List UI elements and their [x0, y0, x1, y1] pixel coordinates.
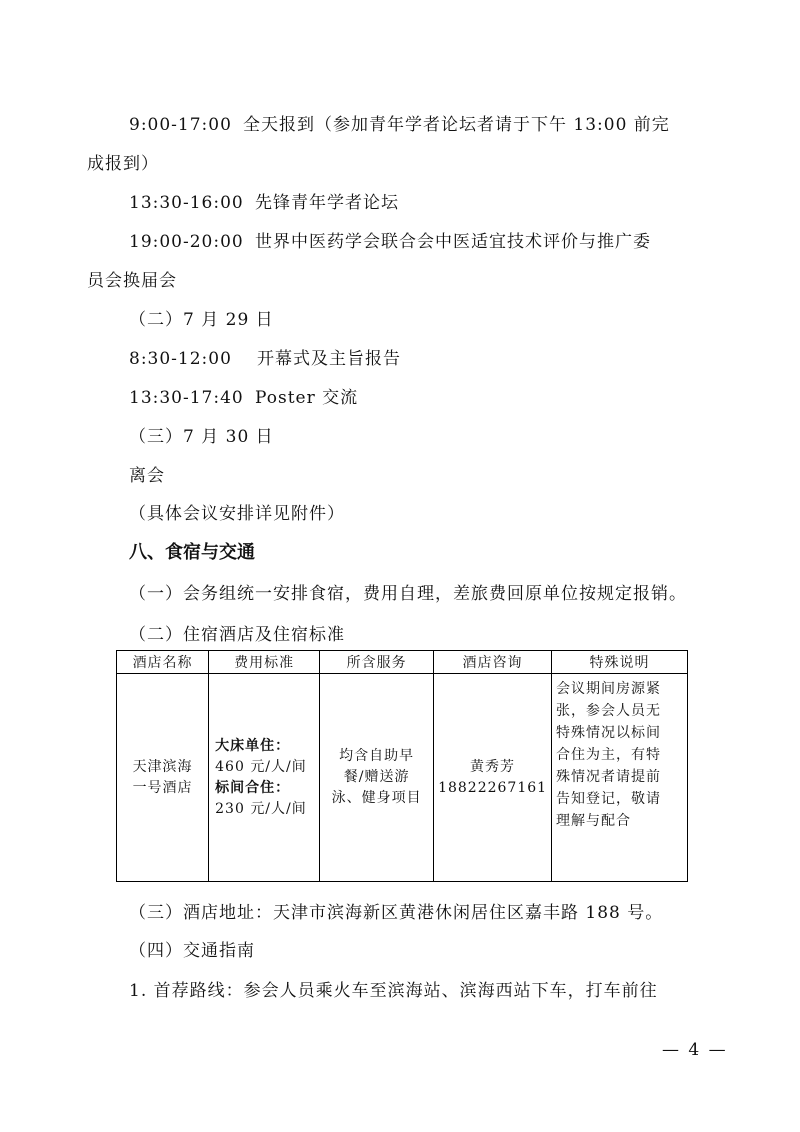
contact-name: 黄秀芳: [470, 758, 516, 775]
schedule-line-committee: [129, 227, 651, 252]
cell-price: [209, 674, 320, 882]
hotel-name-line: 天津滨海: [132, 758, 193, 775]
item-2: （二）住宿酒店及住宿标准: [129, 625, 345, 645]
twin-room-label: 标间合住：: [215, 779, 291, 796]
king-room-label: 大床单住：: [215, 737, 291, 754]
hotel-name-line: 一号酒店: [132, 779, 193, 796]
schedule-time: 8:30-12:00: [129, 349, 232, 369]
day2-heading: （二）7 月 29 日: [129, 310, 274, 330]
cell-hotel-name: [117, 674, 209, 882]
header-notes: 特殊说明: [552, 651, 688, 674]
schedule-text: 先锋青年学者论坛: [255, 193, 399, 213]
notes-line: 殊情况者请提前: [556, 769, 662, 785]
schedule-line-registration: [129, 110, 670, 135]
header-services: 所含服务: [320, 651, 434, 674]
page-number: — 4 —: [662, 1040, 728, 1060]
attachment-note: （具体会议安排详见附件）: [129, 504, 345, 524]
services-line: 餐/赠送游: [343, 769, 410, 785]
header-hotel-name: 酒店名称: [117, 651, 209, 674]
schedule-time: 13:30-16:00: [129, 193, 244, 213]
schedule-time: 13:30-17:40: [129, 388, 244, 408]
notes-line: 特殊情况以标间: [556, 725, 662, 741]
schedule-line-opening: [129, 344, 401, 369]
notes-line: 会议期间房源紧: [556, 681, 662, 697]
item-4: （四）交通指南: [129, 941, 255, 961]
table-row: [117, 674, 688, 882]
schedule-time: 9:00-17:00: [129, 115, 232, 135]
route-1: 1. 首荐路线：参会人员乘火车至滨海站、滨海西站下车，打车前往: [129, 981, 658, 1001]
services-line: 泳、健身项目: [331, 790, 422, 806]
item-1: （一）会务组统一安排食宿，费用自理，差旅费回原单位按规定报销。: [129, 584, 687, 604]
item-3-hotel-address: （三）酒店地址：天津市滨海新区黄港休闲居住区嘉丰路 188 号。: [129, 903, 664, 923]
schedule-text: 世界中医药学会联合会中医适宜技术评价与推广委: [255, 232, 651, 252]
notes-line: 理解与配合: [556, 813, 632, 829]
schedule-line-continuation: 员会换届会: [87, 271, 177, 291]
contact-phone: 18822267161: [438, 779, 548, 796]
table-header-row: [117, 651, 688, 674]
cell-contact: [434, 674, 552, 882]
cell-notes: [552, 674, 688, 882]
king-room-price: 460 元/人/间: [215, 758, 307, 775]
services-line: 均含自助早: [339, 748, 415, 764]
schedule-line-poster: [129, 383, 358, 408]
notes-line: 张，参会人员无: [556, 703, 662, 719]
schedule-line-youth-forum: [129, 188, 399, 213]
header-price: 费用标准: [209, 651, 320, 674]
twin-room-price: 230 元/人/间: [215, 800, 307, 817]
notes-line: 告知登记，敬请: [556, 791, 662, 807]
day3-text: 离会: [129, 466, 165, 486]
day3-heading: （三）7 月 30 日: [129, 427, 274, 447]
schedule-text: 开幕式及主旨报告: [257, 349, 401, 369]
schedule-time: 19:00-20:00: [129, 232, 244, 252]
header-contact: 酒店咨询: [434, 651, 552, 674]
notes-line: 合住为主，有特: [556, 747, 662, 763]
cell-services: [320, 674, 434, 882]
schedule-text: Poster 交流: [255, 388, 359, 408]
schedule-line-continuation: 成报到）: [87, 154, 159, 174]
hotel-table: [116, 650, 688, 882]
schedule-text: 全天报到（参加青年学者论坛者请于下午 13:00 前完: [243, 115, 670, 135]
section-8-title: 八、食宿与交通: [129, 542, 255, 563]
